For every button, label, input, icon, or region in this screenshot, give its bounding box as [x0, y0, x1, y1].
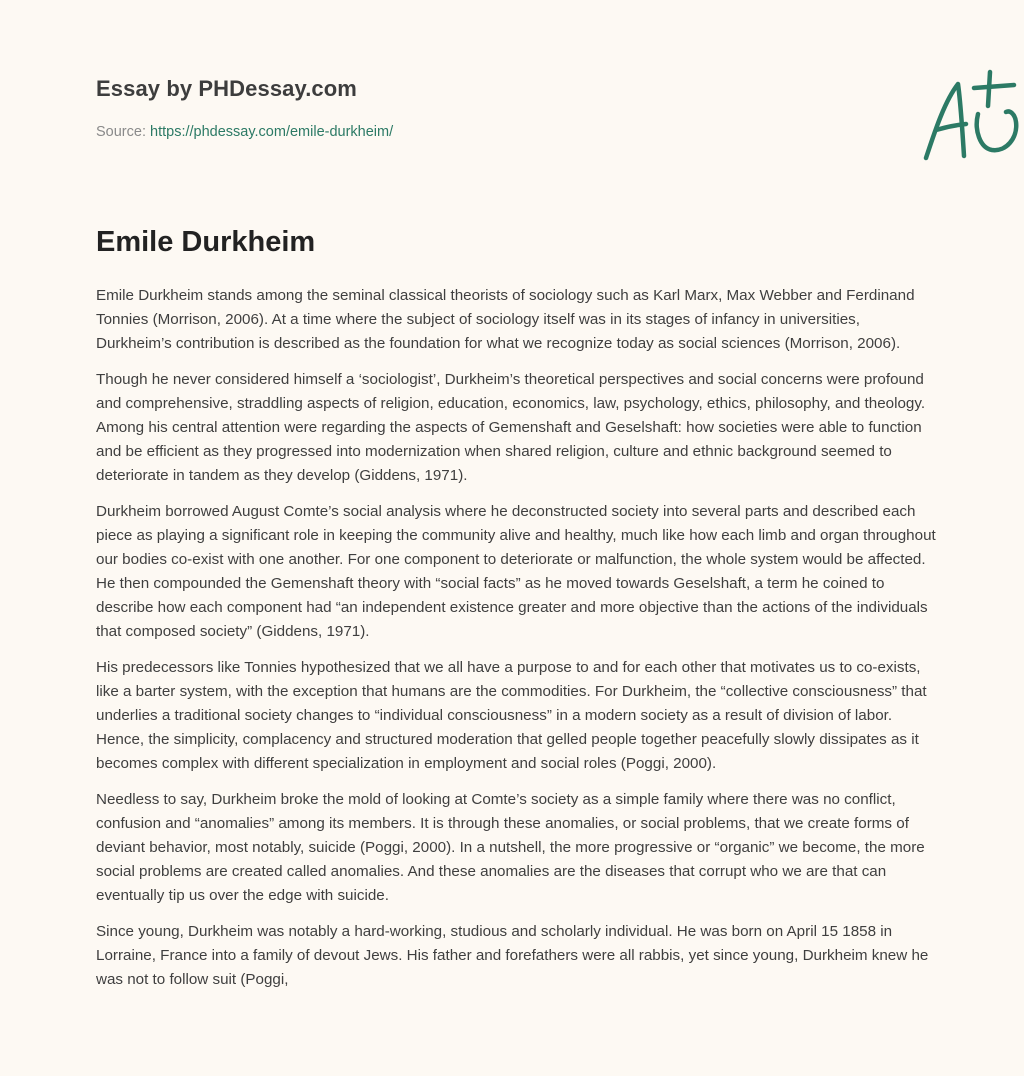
- essay-paragraph: Durkheim borrowed August Comte’s social analysis where he deconstructed society into several parts and described each piece as playing a significant role in keeping the community alive and healthy, much like how each limb and organ throughout our bodies co-exist with one another. For one component to deteriorate or malfunction, the whole system would be affected. He then compounded the Gemenshaft theory with “social facts” as he moved towards Geselshaft, a term he coined to describe how each component had “an independent existence greater and more objective than the actions of the individuals that composed society” (Giddens, 1971).: [96, 503, 936, 640]
- essay-paragraph: Needless to say, Durkheim broke the mold of looking at Comte’s society as a simple family where there was no conflict, confusion and “anomalies” among its members. It is through these anomalies, or social problems, that we create forms of deviant behavior, most notably, suicide (Poggi, 2000). In a nutshell, the more progressive or “organic” we become, the more social problems are created called anomalies. And these anomalies are the diseases that corrupt who we are that can eventually tip us over the edge with suicide.: [96, 791, 925, 904]
- essay-title: Emile Durkheim: [96, 226, 316, 258]
- a-plus-grade-icon: [920, 68, 1024, 164]
- source-line: [96, 124, 393, 140]
- source-label: Source:: [96, 124, 146, 140]
- essay-body: [96, 284, 936, 1004]
- source-link[interactable]: https://phdessay.com/emile-durkheim/: [150, 124, 394, 140]
- essay-paragraph: Though he never considered himself a ‘sociologist’, Durkheim’s theoretical perspectives and social concerns were profound and comprehensive, straddling aspects of religion, education, economics, law, psychology, ethics, philosophy, and theology. Among his central attention were regarding the aspects of Gemenshaft and Geselshaft: how societies were able to function and be efficient as they progressed into modernization when shared religion, culture and ethnic background seemed to deteriorate in tandem as they develop (Giddens, 1971).: [96, 371, 926, 484]
- site-brand: Essay by PHDessay.com: [96, 76, 357, 101]
- essay-paragraph: His predecessors like Tonnies hypothesized that we all have a purpose to and for each other that motivates us to co-exists, like a barter system, with the exception that humans are the commodities. For Durkheim, the “collective consciousness” that underlies a traditional society changes to “individual consciousness” in a modern society as a result of division of labor. Hence, the simplicity, complacency and structured moderation that gelled people together peacefully slowly dissipates as it becomes complex with different specialization in employment and social roles (Poggi, 2000).: [96, 659, 927, 772]
- essay-paragraph: Emile Durkheim stands among the seminal classical theorists of sociology such as Karl Marx, Max Webber and Ferdinand Tonnies (Morrison, 2006). At a time where the subject of sociology itself was in its stages of infancy in universities, Durkheim’s contribution is described as the foundation for what we recognize today as social sciences (Morrison, 2006).: [96, 287, 915, 352]
- essay-paragraph: Since young, Durkheim was notably a hard-working, studious and scholarly individual. He was born on April 15 1858 in Lorraine, France into a family of devout Jews. His father and forefathers were all rabbis, yet since young, Durkheim knew he was not to follow suit (Poggi,: [96, 923, 929, 988]
